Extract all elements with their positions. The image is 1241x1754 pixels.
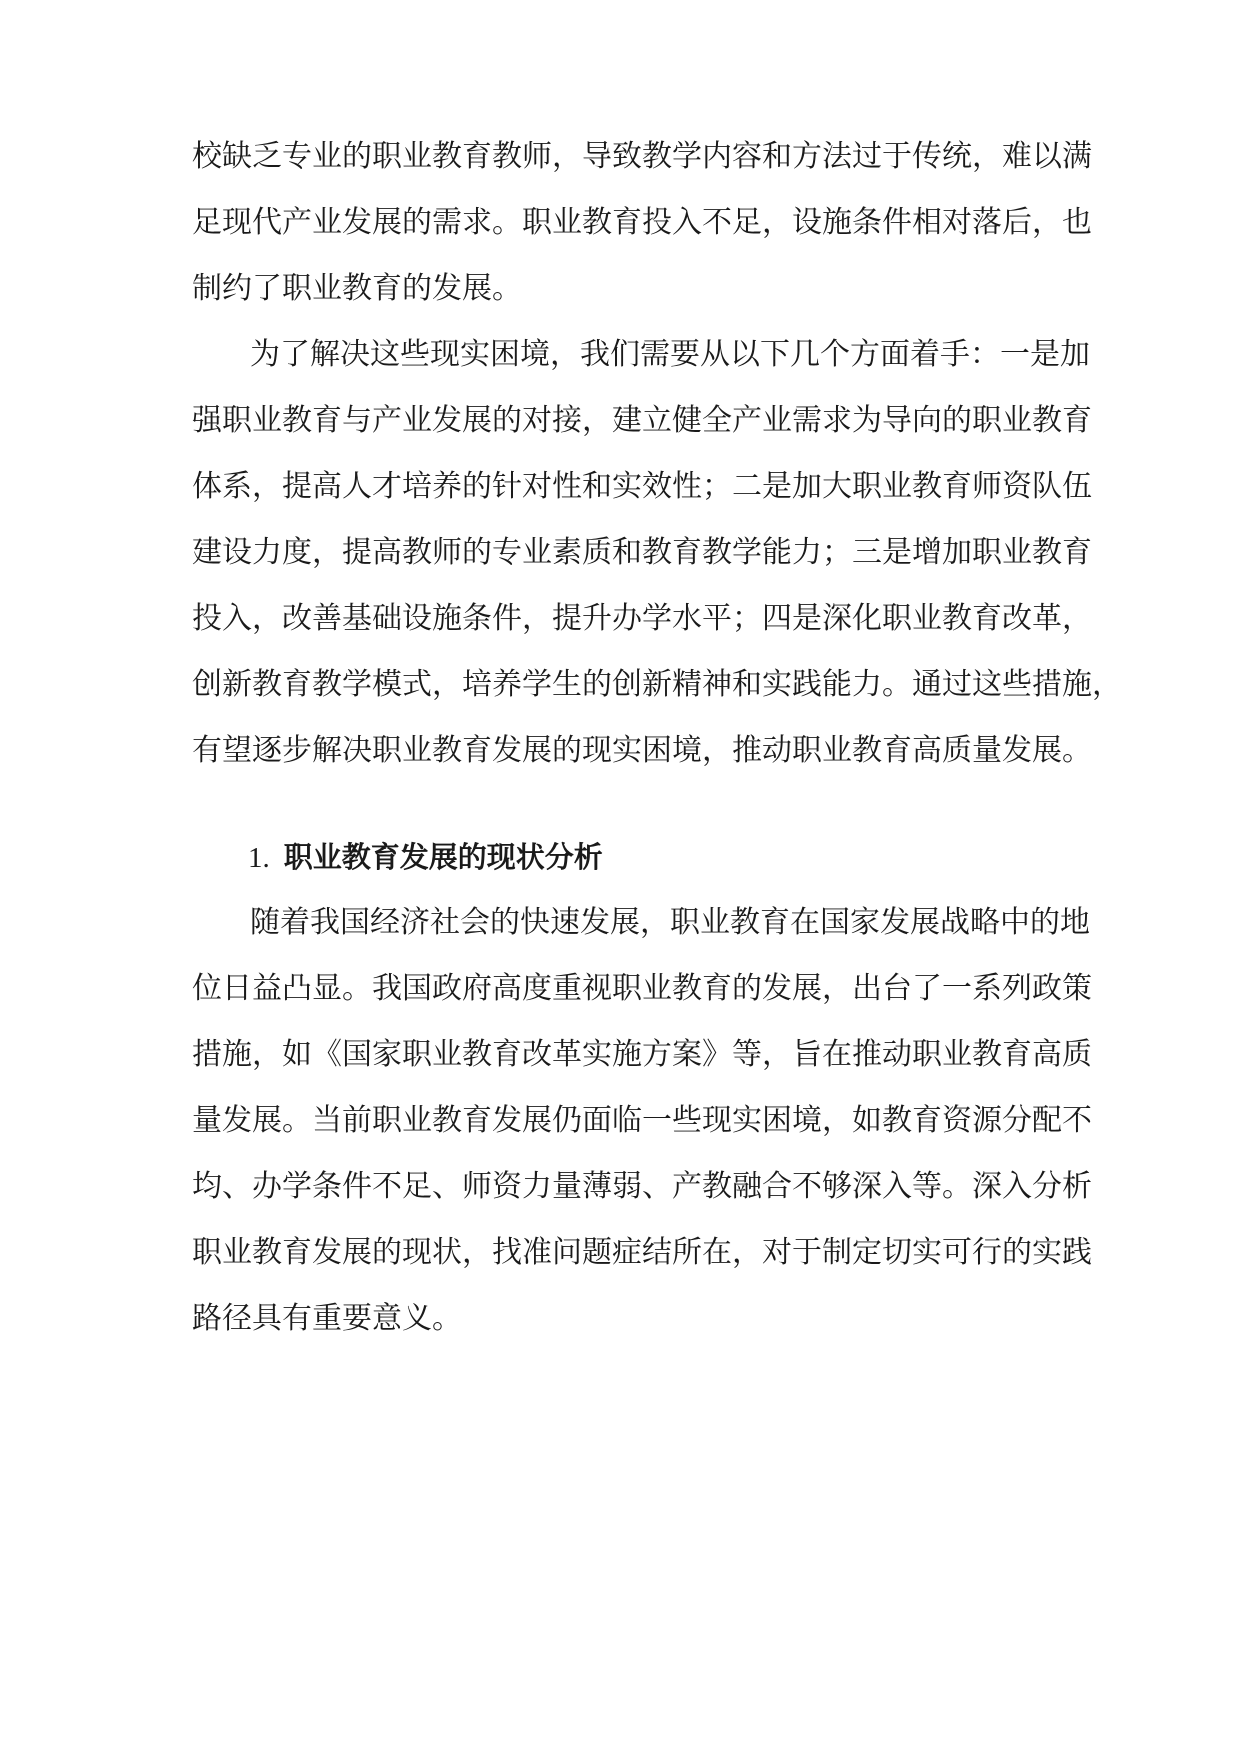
paragraph-line: 路径具有重要意义。: [192, 1301, 462, 1336]
paragraph-line: 随着我国经济社会的快速发展，职业教育在国家发展战略中的地: [250, 905, 1090, 940]
paragraph-line: 投入，改善基础设施条件，提升办学水平；四是深化职业教育改革，: [192, 601, 1092, 636]
paragraph-line: 体系，提高人才培养的针对性和实效性；二是加大职业教育师资队伍: [192, 469, 1092, 504]
paragraph-line: 制约了职业教育的发展。: [192, 271, 522, 306]
paragraph-line: 强职业教育与产业发展的对接，建立健全产业需求为导向的职业教育: [192, 403, 1092, 438]
paragraph-line: 足现代产业发展的需求。职业教育投入不足，设施条件相对落后，也: [192, 205, 1092, 240]
paragraph-line: 位日益凸显。我国政府高度重视职业教育的发展，出台了一系列政策: [192, 971, 1092, 1006]
paragraph-line: 有望逐步解决职业教育发展的现实困境，推动职业教育高质量发展。: [192, 733, 1092, 768]
paragraph-line: 量发展。当前职业教育发展仍面临一些现实困境，如教育资源分配不: [192, 1103, 1092, 1138]
paragraph-line: 均、办学条件不足、师资力量薄弱、产教融合不够深入等。深入分析: [192, 1169, 1092, 1204]
paragraph-line: 校缺乏专业的职业教育教师，导致教学内容和方法过于传统，难以满: [192, 139, 1092, 174]
section-heading: [248, 837, 603, 878]
paragraph-line: 措施，如《国家职业教育改革实施方案》等，旨在推动职业教育高质: [192, 1037, 1092, 1072]
section-number: 1.: [248, 842, 270, 874]
paragraph-line: 为了解决这些现实困境，我们需要从以下几个方面着手：一是加: [250, 337, 1090, 372]
paragraph-line: 创新教育教学模式，培养学生的创新精神和实践能力。通过这些措施，: [192, 667, 1122, 702]
section-title: 职业教育发展的现状分析: [283, 840, 603, 874]
paragraph-line: 职业教育发展的现状，找准问题症结所在，对于制定切实可行的实践: [192, 1235, 1092, 1270]
paragraph-line: 建设力度，提高教师的专业素质和教育教学能力；三是增加职业教育: [192, 535, 1092, 570]
